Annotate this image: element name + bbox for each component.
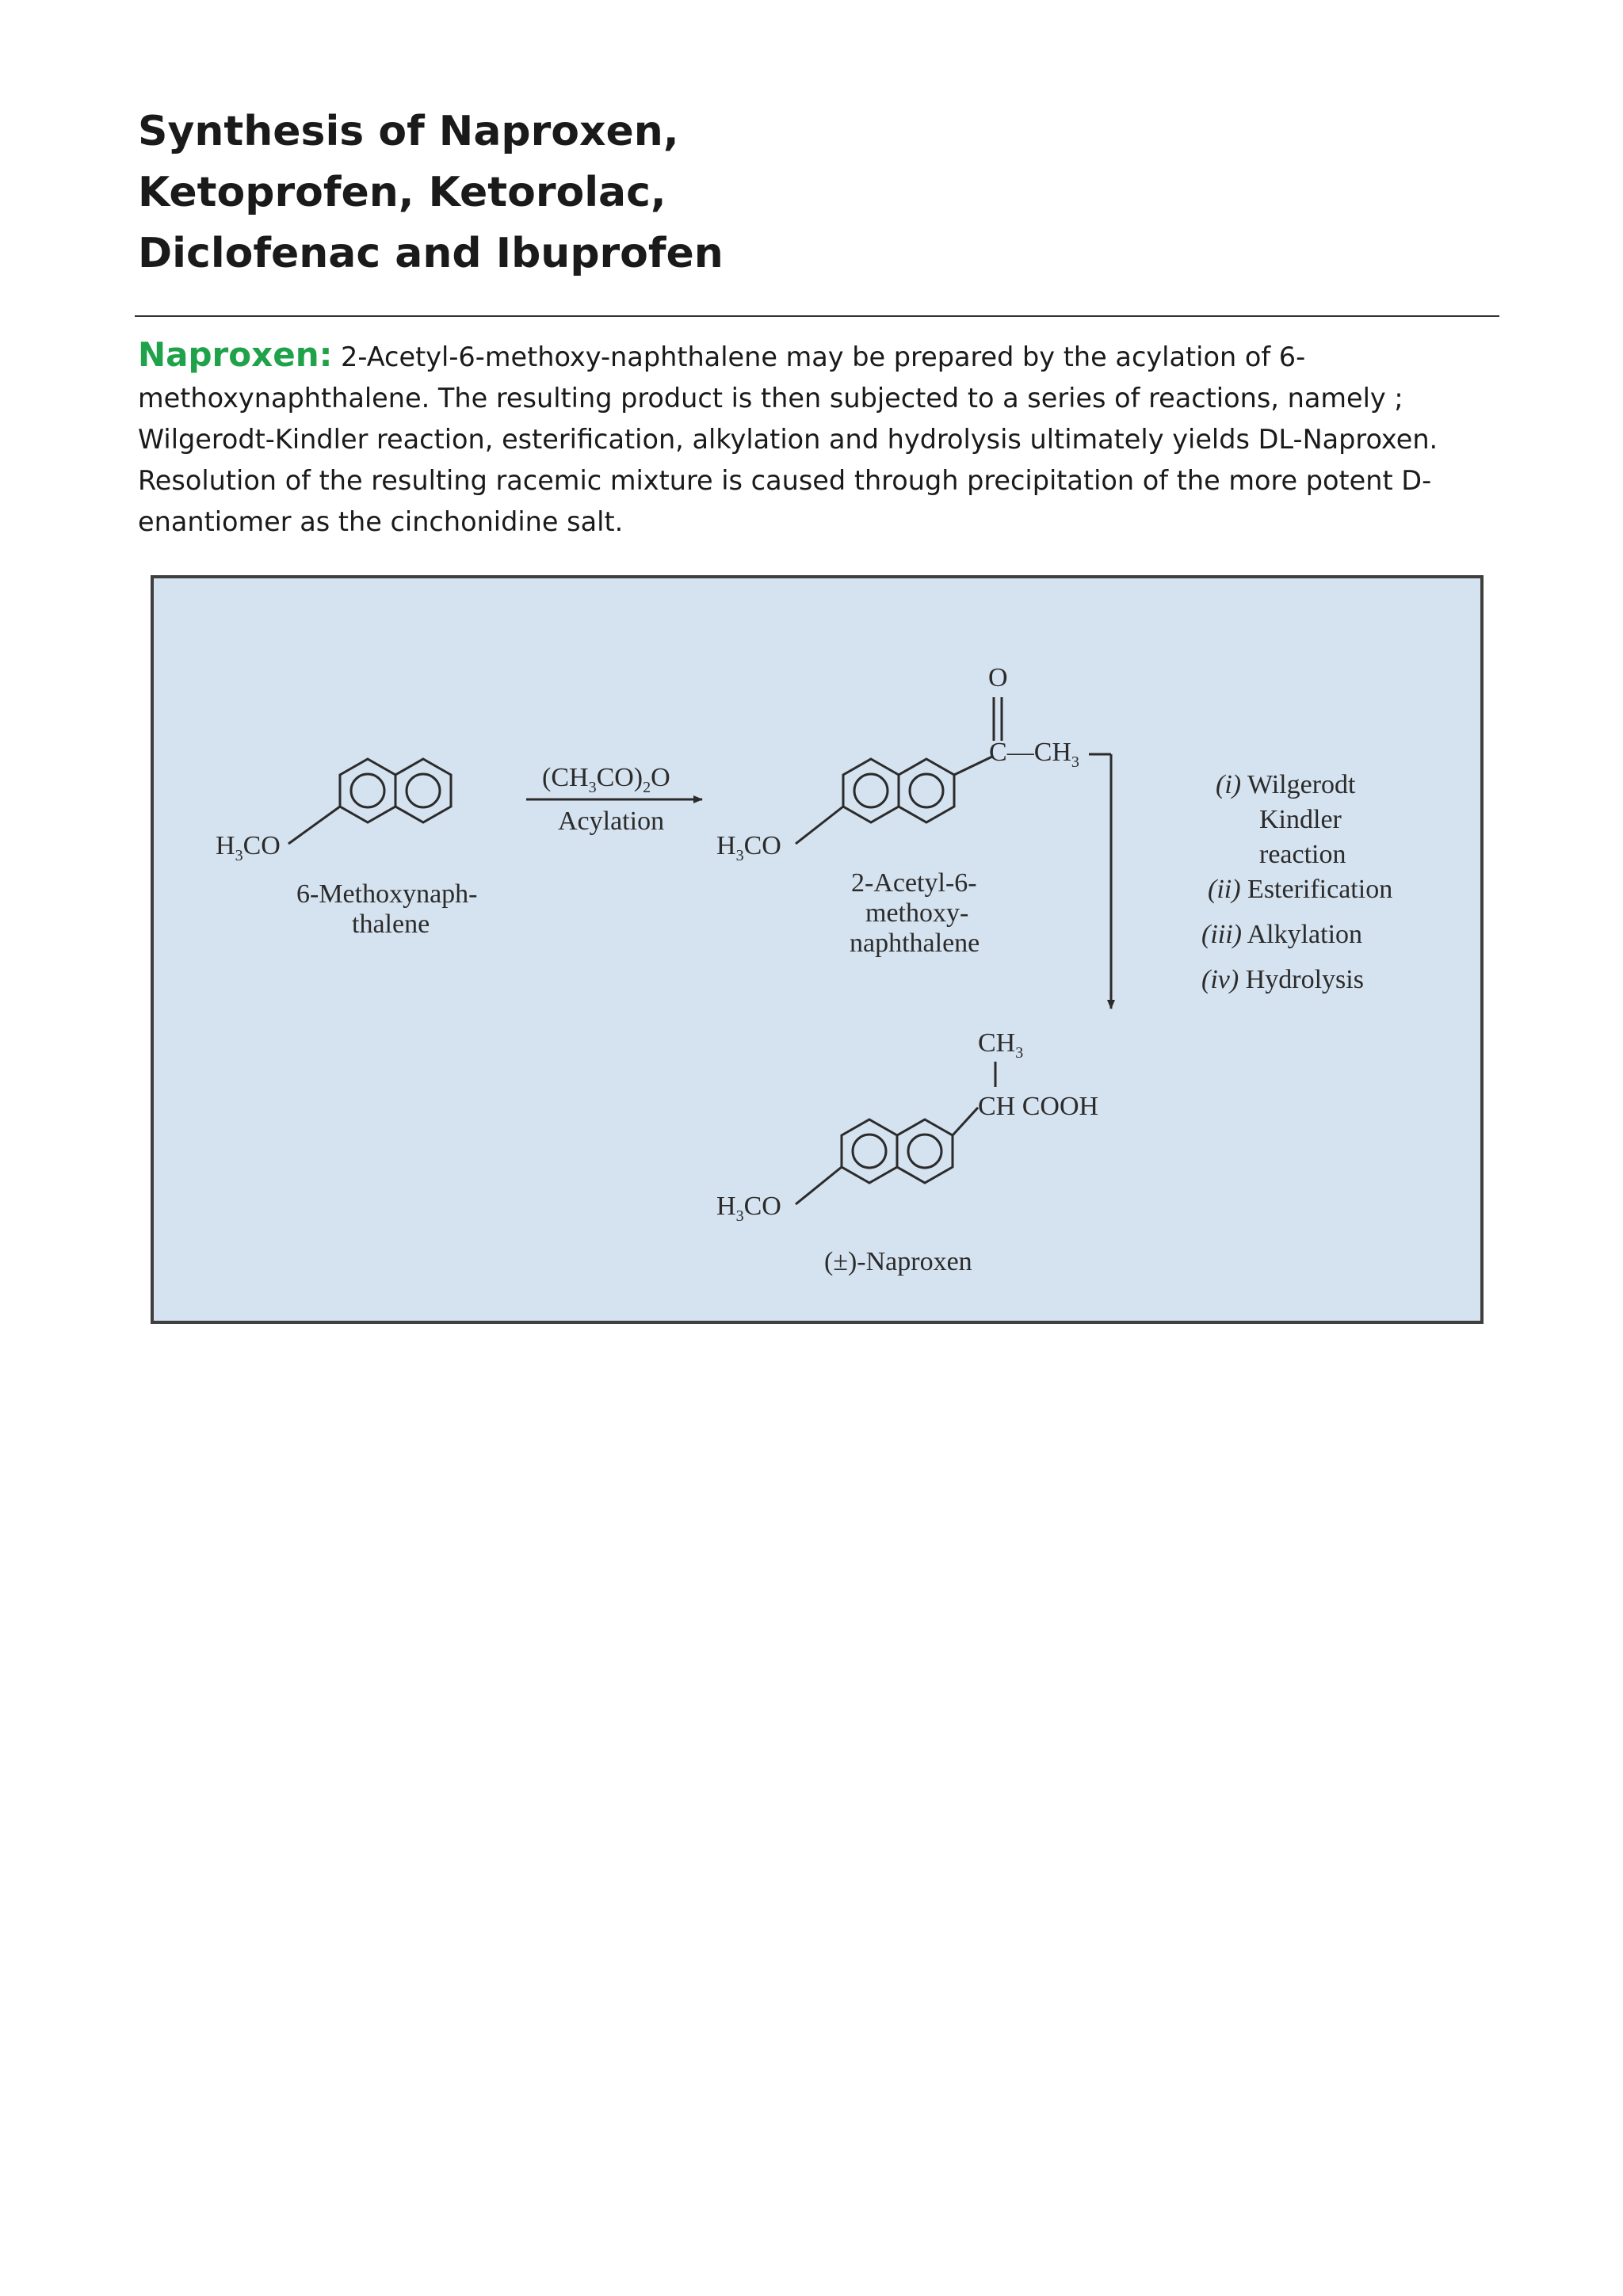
compound-1-name-line-2: thalene	[352, 910, 430, 939]
title-divider	[135, 315, 1499, 317]
title-line-2: Ketoprofen, Ketorolac,	[138, 169, 666, 216]
carboxylic-acid-group: CH COOH	[978, 1092, 1099, 1121]
step-1-line-2: Kindler	[1259, 805, 1342, 834]
intro-paragraph	[138, 334, 1501, 543]
methoxy-group-3: $H_3CO$	[716, 1192, 781, 1225]
step-4: (iv) Hydrolysis	[1201, 965, 1364, 994]
compound-2-name-line-1: 2-Acetyl-6-	[851, 868, 977, 898]
methoxy-group-2: $H_3CO$	[716, 831, 781, 864]
intro-lead: Naproxen:	[138, 335, 333, 374]
step-1-line-3: reaction	[1259, 840, 1346, 869]
compound-3-name: (±)-Naproxen	[824, 1247, 972, 1276]
naphthalene-structure-3	[796, 1062, 995, 1204]
compound-2-name-line-3: naphthalene	[850, 929, 980, 958]
methoxy-group-1: $H_3CO$	[216, 831, 281, 864]
step-3: (iii) Alkylation	[1201, 920, 1363, 949]
reagent-formula: $(CH_3CO)_2O$	[542, 763, 670, 796]
compound-2-name-line-2: methoxy-	[865, 898, 969, 928]
reaction-steps	[1201, 770, 1392, 994]
intro-text: 2-Acetyl-6-methoxy-naphthalene may be prepared by the acylation of 6-methoxynaphthalene. The resulting product is then subjected to a series of reactions, namely ; Wilgerodt-Kindler reaction, esterification, alkylation and hydrolysis ultimately yields DL-Naproxen. Resolution of the resulting racemic mixture is caused through precipitation of the more potent D-enantiomer as the cinchonidine salt.	[138, 341, 1438, 537]
reaction-scheme	[151, 575, 1484, 1324]
compound-1-name-line-1: 6-Methoxynaph-	[296, 879, 478, 909]
reaction-scheme-drawing	[154, 578, 1480, 1321]
carbonyl-oxygen: O	[988, 663, 1008, 692]
title-line-1: Synthesis of Naproxen,	[138, 108, 679, 155]
page-title	[138, 101, 851, 284]
alpha-methyl-group: $CH_3$	[978, 1028, 1024, 1062]
title-line-3: Diclofenac and Ibuprofen	[138, 230, 724, 277]
step-2: (ii) Esterification	[1208, 875, 1393, 904]
step-1: (i) Wilgerodt	[1216, 770, 1356, 799]
naphthalene-structure-1	[288, 759, 451, 844]
reagent-label: Acylation	[558, 807, 665, 836]
acetyl-group: $C—CH_3$	[989, 738, 1079, 771]
